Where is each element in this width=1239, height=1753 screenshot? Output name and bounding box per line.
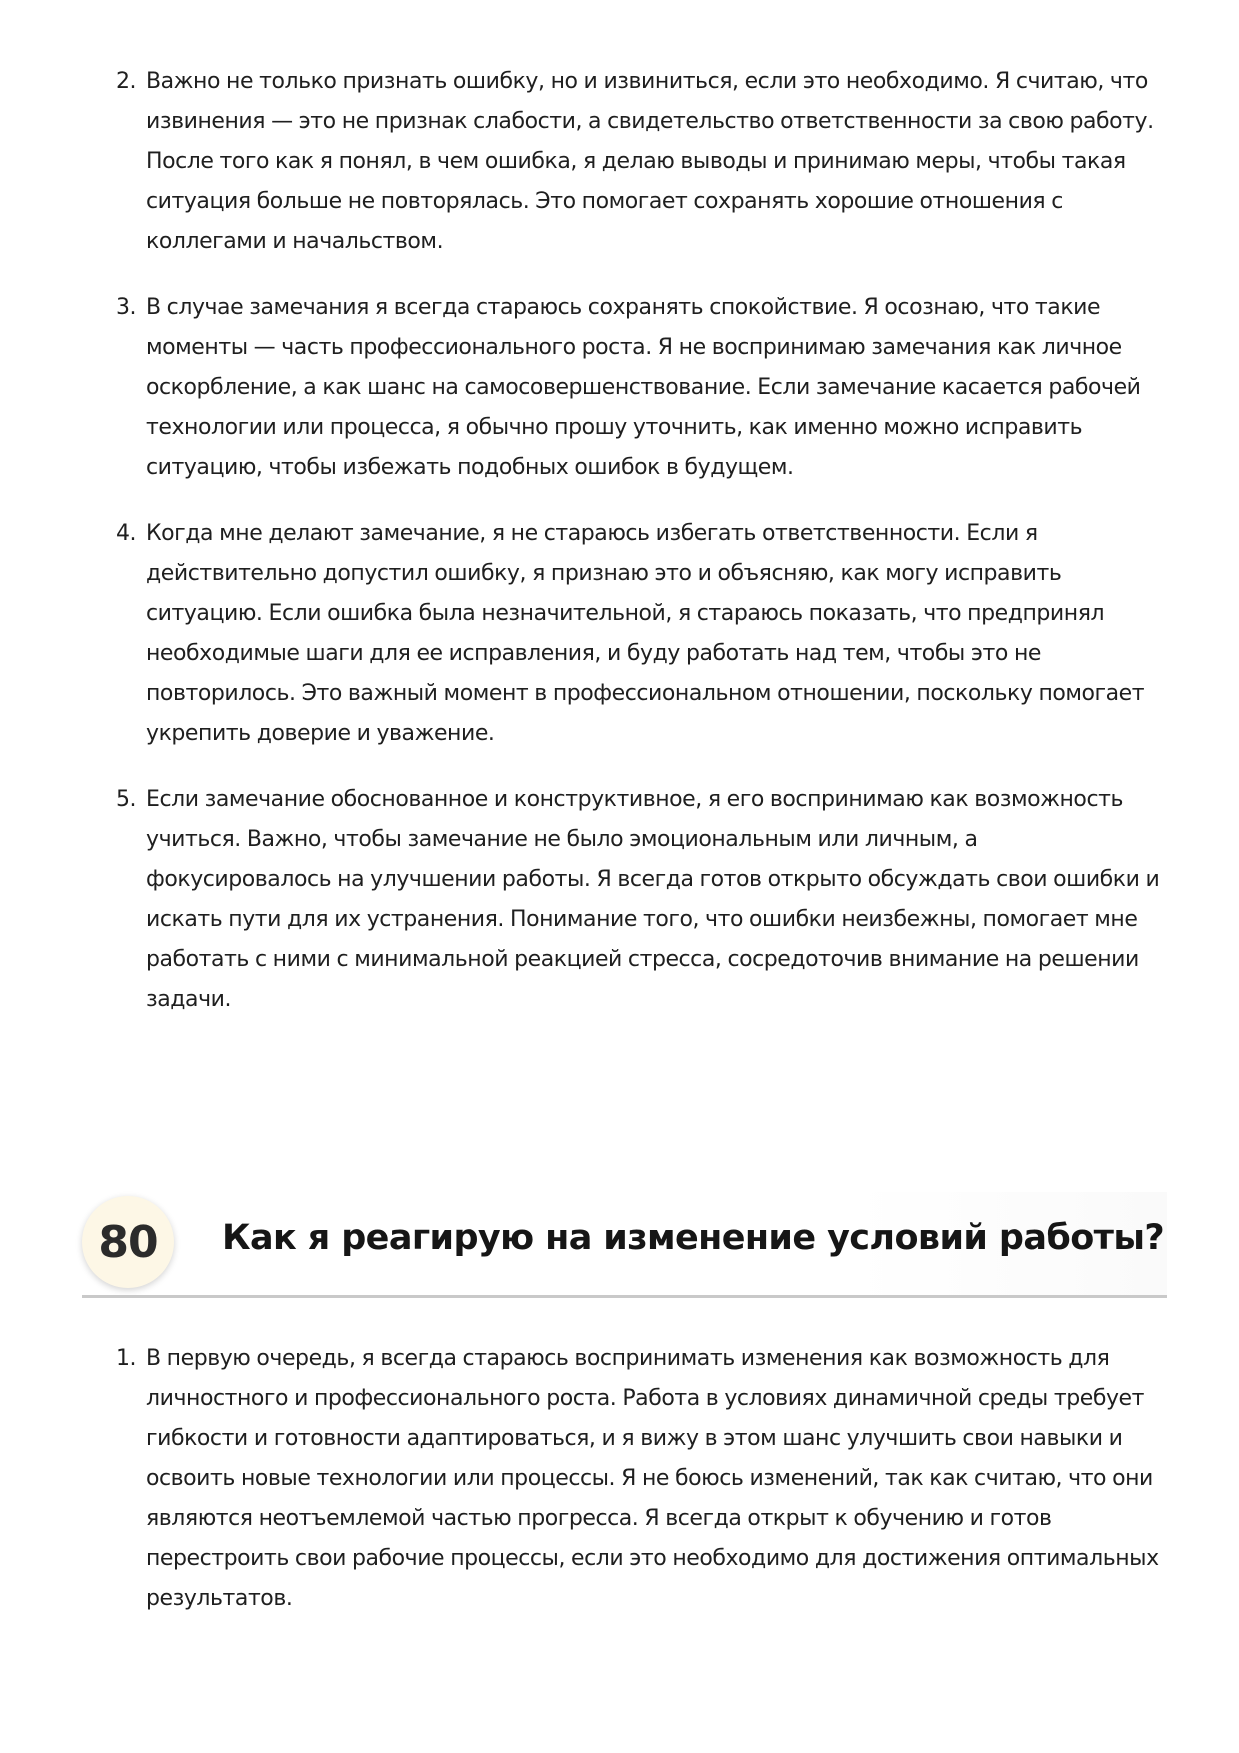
list-item-number: 2.: [116, 69, 137, 94]
list-item-text: Важно не только признать ошибку, но и извиниться, если это необходимо. Я считаю, что извинения — это не признак слабости, а свидетельство ответственности за свою работу. После того как я понял, в чем ошибка, я делаю выводы и принимаю меры, чтобы такая ситуация больше не повторялась. Это помогает сохранять хорошие отношения с коллегами и начальством.: [146, 69, 1154, 254]
list-item: [116, 288, 1168, 488]
header-divider: [82, 1295, 1167, 1298]
list-item-number: 5.: [116, 787, 137, 812]
list-item: [116, 514, 1168, 754]
list-item-number: 3.: [116, 295, 137, 320]
answer-list-previous-question: [116, 62, 1168, 1046]
question-title: Как я реагирую на изменение условий работы?: [222, 1218, 1165, 1258]
list-item: [116, 1339, 1168, 1619]
list-item-text: В первую очередь, я всегда стараюсь воспринимать изменения как возможность для личностного и профессионального роста. Работа в условиях динамичной среды требует гибкости и готовности адаптироваться, и я вижу в этом шанс улучшить свои навыки и освоить новые технологии или процессы. Я не боюсь изменений, так как считаю, что они являются неотъемлемой частью прогресса. Я всегда открыт к обучению и готов перестроить свои рабочие процессы, если это необходимо для достижения оптимальных результатов.: [146, 1346, 1159, 1611]
answer-list-question-80: [116, 1339, 1168, 1645]
question-number-badge: 80: [82, 1196, 174, 1288]
list-item-text: Если замечание обоснованное и конструктивное, я его воспринимаю как возможность учиться. Важно, чтобы замечание не было эмоциональным или личным, а фокусировалось на улучшении работы. Я всегда готов открыто обсуждать свои ошибки и искать пути для их устранения. Понимание того, что ошибки неизбежны, помогает мне работать с ними с минимальной реакцией стресса, сосредоточив внимание на решении задачи.: [146, 787, 1160, 1012]
list-item-text: Когда мне делают замечание, я не стараюсь избегать ответственности. Если я действительно допустил ошибку, я признаю это и объясняю, как могу исправить ситуацию. Если ошибка была незначительной, я стараюсь показать, что предпринял необходимые шаги для ее исправления, и буду работать над тем, чтобы это не повторилось. Это важный момент в профессиональном отношении, поскольку помогает укрепить доверие и уважение.: [146, 521, 1145, 746]
list-item-text: В случае замечания я всегда стараюсь сохранять спокойствие. Я осознаю, что такие моменты — часть профессионального роста. Я не воспринимаю замечания как личное оскорбление, а как шанс на самосовершенствование. Если замечание касается рабочей технологии или процесса, я обычно прошу уточнить, как именно можно исправить ситуацию, чтобы избежать подобных ошибок в будущем.: [146, 295, 1141, 480]
list-item-number: 1.: [116, 1346, 137, 1371]
list-item: [116, 62, 1168, 262]
list-item-number: 4.: [116, 521, 137, 546]
question-header: [82, 1192, 1167, 1298]
list-item: [116, 780, 1168, 1020]
